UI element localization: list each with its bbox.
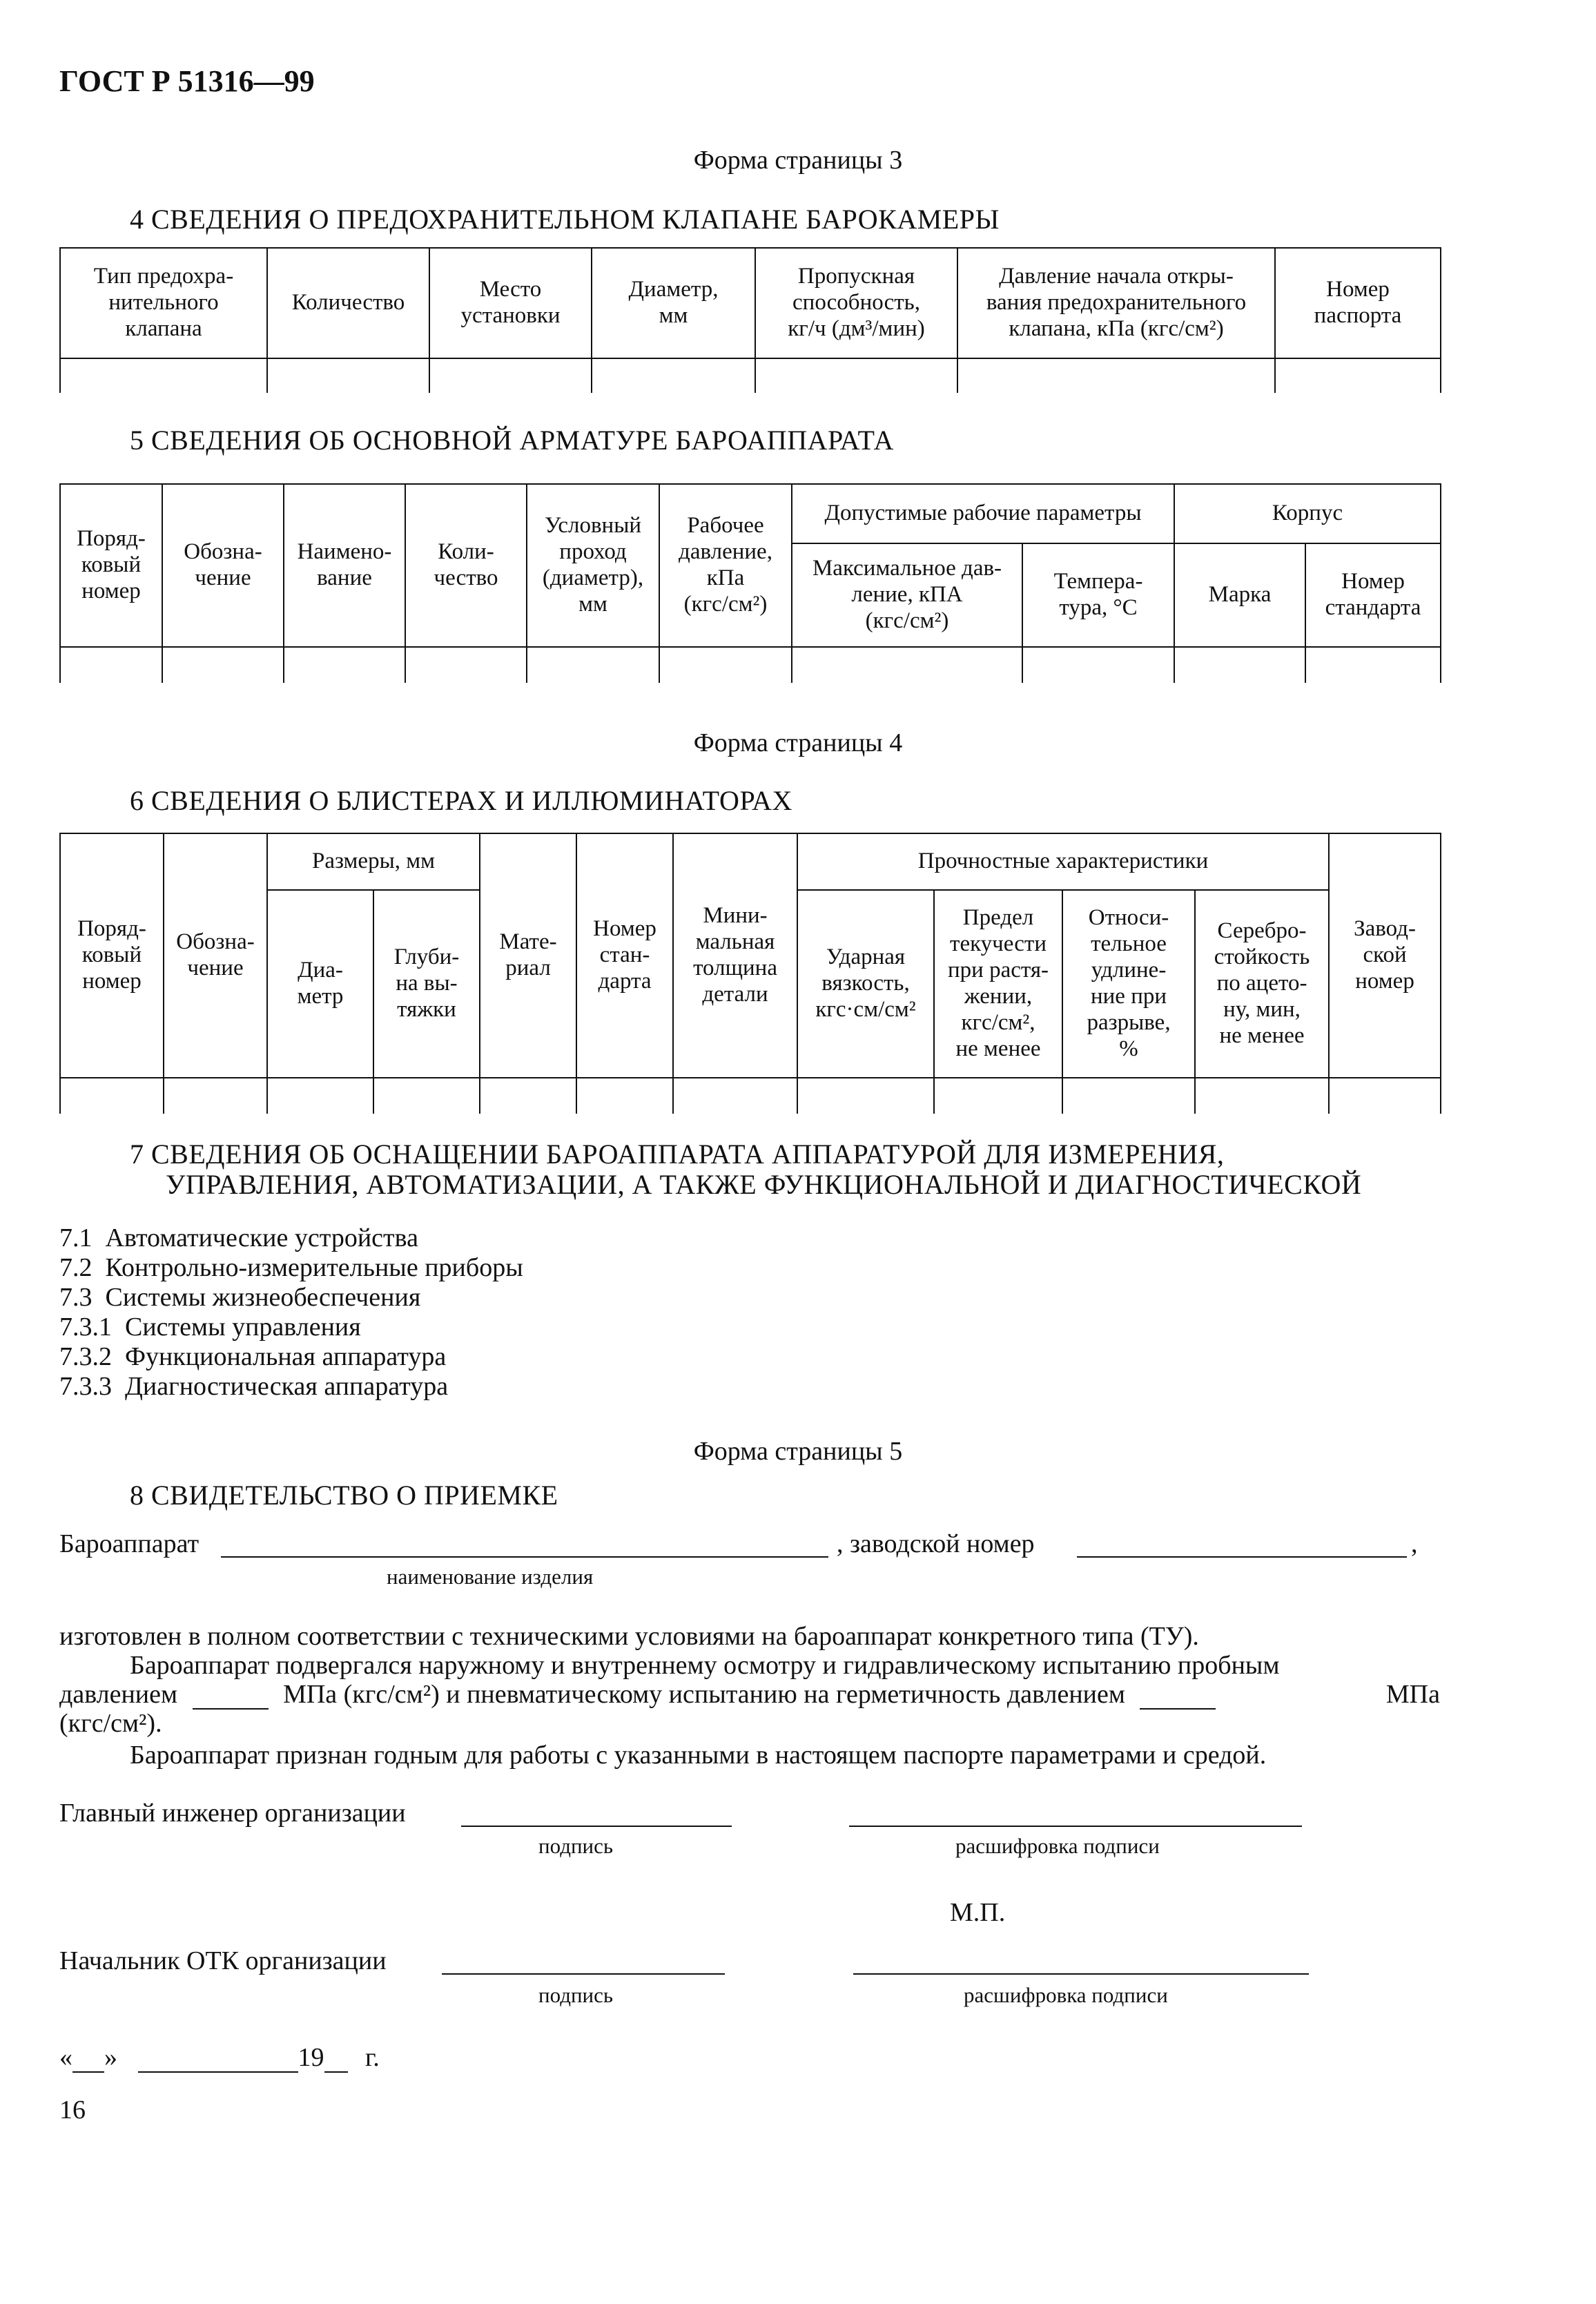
col-elongation: Относи- тельное удлине- ние при разрыве, % bbox=[1062, 890, 1195, 1078]
date-year-prefix: 19 bbox=[298, 2043, 324, 2072]
col-working-pressure: Рабочее давление, кПа (кгс/см²) bbox=[659, 484, 792, 647]
col-diameter: Диа- метр bbox=[267, 890, 373, 1078]
pneumatic-pressure-field[interactable] bbox=[1140, 1683, 1216, 1710]
col-impact-strength: Ударная вязкость, кгс·см/см² bbox=[797, 890, 934, 1078]
col-quantity: Количество bbox=[267, 248, 429, 358]
col-location: Место установки bbox=[429, 248, 592, 358]
col-max-pressure: Максимальное дав- ление, кПА (кгс/см²) bbox=[792, 543, 1022, 647]
list-item: 7.3 Системы жизнеобеспечения bbox=[59, 1283, 421, 1312]
qc-head-decode-field[interactable] bbox=[853, 1973, 1309, 1975]
pressure-label: давлением bbox=[59, 1680, 178, 1709]
col-yield-strength: Предел текучести при растя- жении, кгс/см², не менее bbox=[934, 890, 1062, 1078]
fittings-table bbox=[59, 483, 1441, 683]
col-serial-number: Поряд- ковый номер bbox=[60, 833, 164, 1078]
table-row bbox=[60, 647, 1441, 683]
list-item: 7.1 Автоматические устройства bbox=[59, 1223, 418, 1252]
pressure-line bbox=[59, 1679, 1440, 1710]
group-body: Корпус bbox=[1174, 484, 1441, 543]
chief-engineer-label: Главный инженер организации bbox=[59, 1799, 406, 1828]
chief-engineer-signature-field[interactable] bbox=[461, 1826, 732, 1827]
col-capacity: Пропускная способность, кг/ч (дм³/мин) bbox=[755, 248, 957, 358]
date-year-suffix: г. bbox=[365, 2043, 380, 2072]
hydraulic-pressure-field[interactable] bbox=[193, 1683, 269, 1710]
pressure-text: МПа (кгс/см²) и пневматическому испытанию на герметичность давлением bbox=[283, 1680, 1125, 1709]
table-row bbox=[60, 1078, 1441, 1114]
safety-valve-table bbox=[59, 247, 1441, 393]
col-min-thickness: Мини- мальная толщина детали bbox=[673, 833, 797, 1078]
product-name-caption: наименование изделия bbox=[387, 1565, 594, 1589]
decode-caption: расшифровка подписи bbox=[955, 1834, 1160, 1858]
date-day-field[interactable] bbox=[72, 2046, 104, 2073]
col-silver-resistance: Серебро- стойкость по ацето- ну, мин, не менее bbox=[1195, 890, 1329, 1078]
col-material: Мате- риал bbox=[480, 833, 576, 1078]
date-month-field[interactable] bbox=[138, 2046, 298, 2073]
stamp-mark: М.П. bbox=[950, 1898, 1006, 1927]
section-7-list bbox=[59, 1223, 523, 1402]
col-opening-pressure: Давление начала откры- вания предохранительного клапана, кПа (кгс/см²) bbox=[957, 248, 1275, 358]
col-drawing-depth: Глуби- на вы- тяжки bbox=[373, 890, 480, 1078]
signature-caption: подпись bbox=[538, 1983, 614, 2007]
table-row bbox=[60, 358, 1441, 393]
paragraph-test-intro: Бароаппарат подвергался наружному и внутреннему осмотру и гидравлическому испытанию пробным bbox=[130, 1651, 1280, 1680]
group-strength: Прочностные характеристики bbox=[797, 833, 1329, 890]
section-7-title-line1: 7 СВЕДЕНИЯ ОБ ОСНАЩЕНИИ БАРОАППАРАТА АППАРАТУРОЙ ДЛЯ ИЗМЕРЕНИЯ, bbox=[130, 1139, 1225, 1170]
page-number: 16 bbox=[59, 2095, 86, 2124]
apparatus-label: Бароаппарат bbox=[59, 1529, 200, 1558]
col-name: Наимено- вание bbox=[284, 484, 405, 647]
col-grade: Марка bbox=[1174, 543, 1305, 647]
signature-caption: подпись bbox=[538, 1834, 614, 1858]
pressure-unit-tail: (кгс/см²). bbox=[59, 1709, 162, 1738]
qc-head-label: Начальник ОТК организации bbox=[59, 1946, 387, 1975]
form-page-caption-3: Форма страницы 3 bbox=[693, 146, 903, 175]
paragraph-conformity: изготовлен в полном соответствии с техническими условиями на бароаппарат конкретного типа (ТУ). bbox=[59, 1622, 1199, 1651]
group-sizes: Размеры, мм bbox=[267, 833, 480, 890]
trailing-comma: , bbox=[1411, 1529, 1418, 1558]
section-4-title: 4 СВЕДЕНИЯ О ПРЕДОХРАНИТЕЛЬНОМ КЛАПАНЕ БАРОКАМЕРЫ bbox=[130, 204, 1000, 235]
col-designation: Обозна- чение bbox=[162, 484, 284, 647]
form-page-caption-5: Форма страницы 5 bbox=[693, 1437, 903, 1466]
col-valve-type: Тип предохра- нительного клапана bbox=[60, 248, 267, 358]
date-close-quote: » bbox=[104, 2043, 117, 2072]
date-open-quote: « bbox=[59, 2043, 72, 2072]
col-quantity: Коли- чество bbox=[405, 484, 527, 647]
list-item: 7.3.2 Функциональная аппаратура bbox=[59, 1342, 447, 1371]
factory-number-label: , заводской номер bbox=[837, 1529, 1035, 1558]
section-8-title: 8 СВИДЕТЕЛЬСТВО О ПРИЕМКЕ bbox=[130, 1480, 558, 1511]
col-factory-number: Завод- ской номер bbox=[1329, 833, 1441, 1078]
col-nominal-bore: Условный проход (диаметр), мм bbox=[527, 484, 659, 647]
section-5-title: 5 СВЕДЕНИЯ ОБ ОСНОВНОЙ АРМАТУРЕ БАРОАППАРАТА bbox=[130, 425, 894, 456]
col-passport-number: Номер паспорта bbox=[1275, 248, 1441, 358]
col-diameter: Диаметр, мм bbox=[592, 248, 755, 358]
section-7-title-line2: УПРАВЛЕНИЯ, АВТОМАТИЗАЦИИ, А ТАКЖЕ ФУНКЦИОНАЛЬНОЙ И ДИАГНОСТИЧЕСКОЙ bbox=[166, 1169, 1362, 1200]
list-item: 7.3.1 Системы управления bbox=[59, 1313, 361, 1342]
factory-number-field[interactable] bbox=[1077, 1556, 1407, 1558]
date-year-field[interactable] bbox=[324, 2046, 348, 2073]
product-name-field[interactable] bbox=[221, 1556, 828, 1558]
col-standard-number: Номер стан- дарта bbox=[576, 833, 673, 1078]
form-page-caption-4: Форма страницы 4 bbox=[693, 728, 903, 757]
document-header: ГОСТ Р 51316—99 bbox=[59, 64, 315, 98]
list-item: 7.3.3 Диагностическая аппаратура bbox=[59, 1372, 449, 1401]
decode-caption: расшифровка подписи bbox=[964, 1983, 1168, 2007]
col-designation: Обозна- чение bbox=[164, 833, 267, 1078]
group-allowed-parameters: Допустимые рабочие параметры bbox=[792, 484, 1174, 543]
blisters-table bbox=[59, 833, 1441, 1114]
qc-head-signature-field[interactable] bbox=[442, 1973, 725, 1975]
col-serial-number: Поряд- ковый номер bbox=[60, 484, 162, 647]
col-temperature: Темпера- тура, °С bbox=[1022, 543, 1174, 647]
list-item: 7.2 Контрольно-измерительные приборы bbox=[59, 1253, 523, 1282]
section-6-title: 6 СВЕДЕНИЯ О БЛИСТЕРАХ И ИЛЛЮМИНАТОРАХ bbox=[130, 785, 792, 816]
date-line bbox=[59, 2042, 380, 2073]
col-standard-number: Номер стандарта bbox=[1305, 543, 1441, 647]
pressure-unit: МПа bbox=[1385, 1680, 1440, 1709]
chief-engineer-decode-field[interactable] bbox=[849, 1826, 1302, 1827]
paragraph-fitness: Бароаппарат признан годным для работы с указанными в настоящем паспорте параметрами и средой. bbox=[130, 1741, 1267, 1770]
